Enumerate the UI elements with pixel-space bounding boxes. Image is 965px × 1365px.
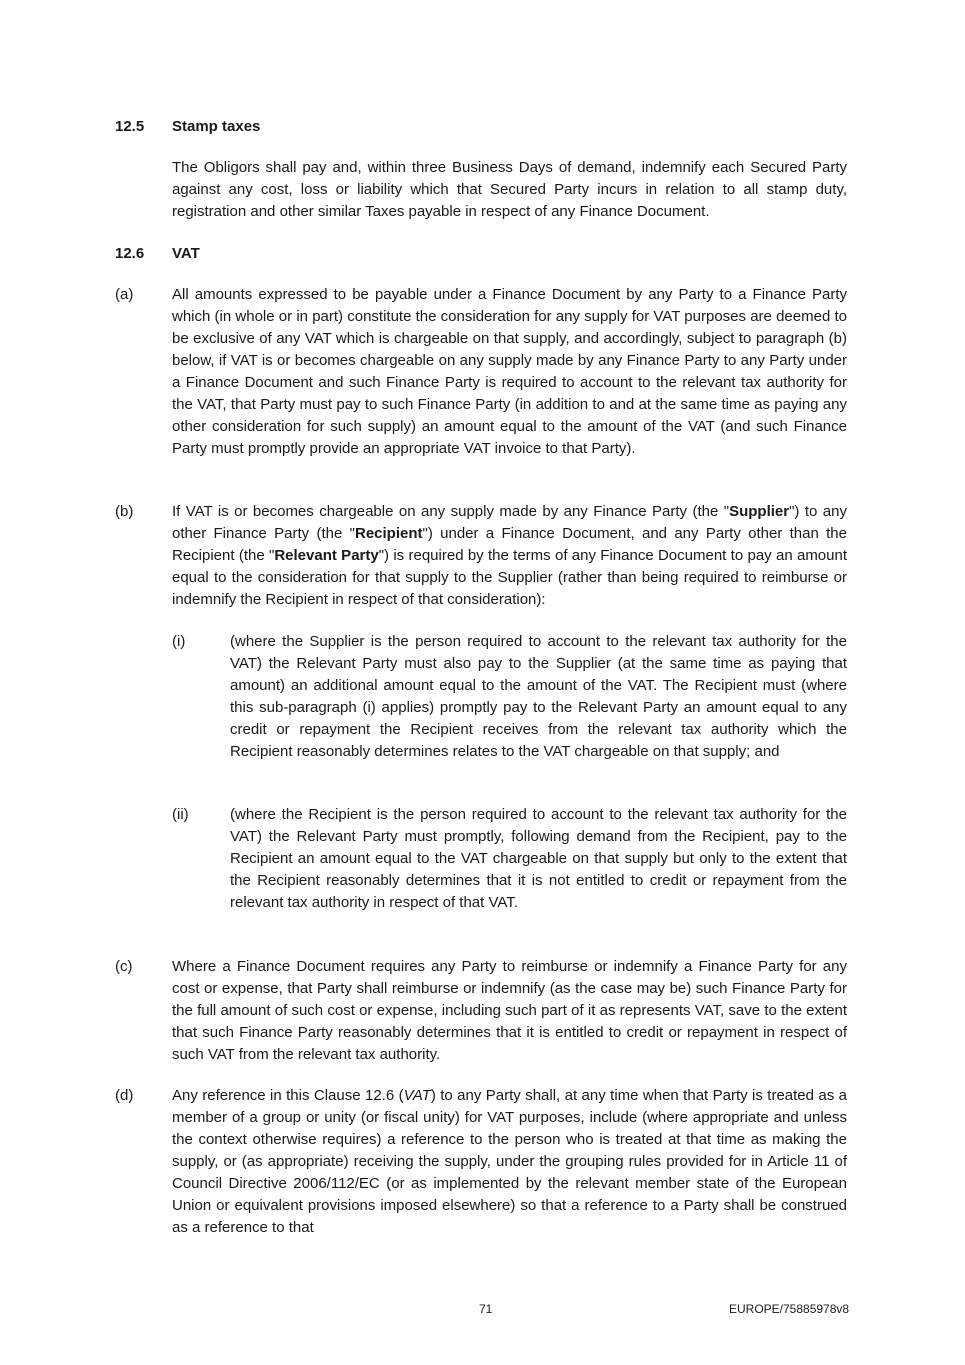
defined-term-supplier: Supplier — [729, 503, 790, 520]
text-run: Any reference in this Clause 12.6 ( — [172, 1087, 404, 1104]
paragraph-label-a: (a) — [115, 286, 134, 303]
defined-term-recipient: Recipient — [354, 525, 423, 542]
text-run: ") is required by the terms of any Finance Document to pay an amount equal to the consideration for that supply to the Supplier (rather than being required to reimburse or indemnify the Recipient in respect of that consideration): — [172, 547, 848, 608]
section-title: Stamp taxes — [172, 118, 261, 135]
text-run: ") to any other Finance Party (the " — [172, 503, 847, 542]
section-number: 12.6 — [115, 245, 145, 262]
paragraph-label-d: (d) — [115, 1087, 134, 1104]
paragraph-d — [172, 1085, 847, 1239]
subparagraph-label-i: (i) — [172, 633, 186, 650]
paragraph-b — [172, 501, 847, 611]
defined-term-relevant-party: Relevant Party — [274, 547, 379, 564]
text-run: ") under a Finance Document, and any Party other than the Recipient (the " — [172, 525, 847, 564]
section-number: 12.5 — [115, 118, 145, 135]
section-title: VAT — [172, 245, 200, 262]
subparagraph-label-ii: (ii) — [172, 806, 189, 823]
document-reference: EUROPE/75885978v8 — [729, 1302, 850, 1316]
subparagraph-i: (where the Supplier is the person required to account to the relevant tax authority for the VAT) the Relevant Party must also pay to the Supplier (at the same time as paying that amount) an additional amount equal to the amount of the VAT. The Recipient must (where this sub-paragraph (i) applies) promptly pay to the Relevant Party an amount equal to any credit or repayment the Recipient receives from the relevant tax authority which the Recipient reasonably determines relates to the VAT chargeable on that supply; and — [230, 633, 847, 760]
paragraph-label-b: (b) — [115, 503, 134, 520]
section-heading-12-6 — [115, 243, 200, 265]
paragraph-label-c: (c) — [115, 958, 133, 975]
paragraph-c: Where a Finance Document requires any Party to reimburse or indemnify a Finance Party for any cost or expense, that Party shall reimburse or indemnify (as the case may be) such Finance Party for the full amount of such cost or expense, including such part of it as represents VAT, save to the extent that such Finance Party reasonably determines that it is entitled to credit or repayment in respect of such VAT from the relevant tax authority. — [172, 958, 847, 1063]
stamp-taxes-paragraph: The Obligors shall pay and, within three Business Days of demand, indemnify each Secured Party against any cost, loss or liability which that Secured Party incurs in relation to all stamp duty, registration and other similar Taxes payable in respect of any Finance Document. — [172, 159, 847, 220]
text-run: ) to any Party shall, at any time when that Party is treated as a member of a group or unity (or fiscal unity) for VAT purposes, include (where appropriate and unless the context otherwise requires) a reference to the person who is treated at that time as making the supply, or (as appropriate) receiving the supply, under the grouping rules provided for in Article 11 of Council Directive 2006/112/EC (or as implemented by the relevant member state of the European Union or equivalent provisions imposed elsewhere) so that a reference to a Party shall be construed as a reference to that — [172, 1087, 847, 1236]
section-heading-12-5 — [115, 116, 260, 138]
italic-term-vat: VAT — [403, 1087, 431, 1104]
paragraph-a: All amounts expressed to be payable under a Finance Document by any Party to a Finance Party which (in whole or in part) constitute the consideration for any supply for VAT purposes are deemed to be exclusive of any VAT which is chargeable on that supply, and accordingly, subject to paragraph (b) below, if VAT is or becomes chargeable on any supply made by any Finance Party to any Party under a Finance Document and such Finance Party is required to account to the relevant tax authority for the VAT, that Party must pay to such Finance Party (in addition to and at the same time as paying any other consideration for such supply) an amount equal to the amount of the VAT (and such Finance Party must promptly provide an appropriate VAT invoice to that Party). — [172, 286, 847, 457]
page-number: 71 — [479, 1302, 493, 1316]
subparagraph-ii: (where the Recipient is the person required to account to the relevant tax authority for the VAT) the Relevant Party must promptly, following demand from the Recipient, pay to the Recipient an amount equal to the VAT chargeable on that supply but only to the extent that the Recipient reasonably determines that it is not entitled to credit or repayment from the relevant tax authority in respect of that VAT. — [230, 806, 847, 911]
text-run: If VAT is or becomes chargeable on any supply made by any Finance Party (the " — [172, 503, 730, 520]
